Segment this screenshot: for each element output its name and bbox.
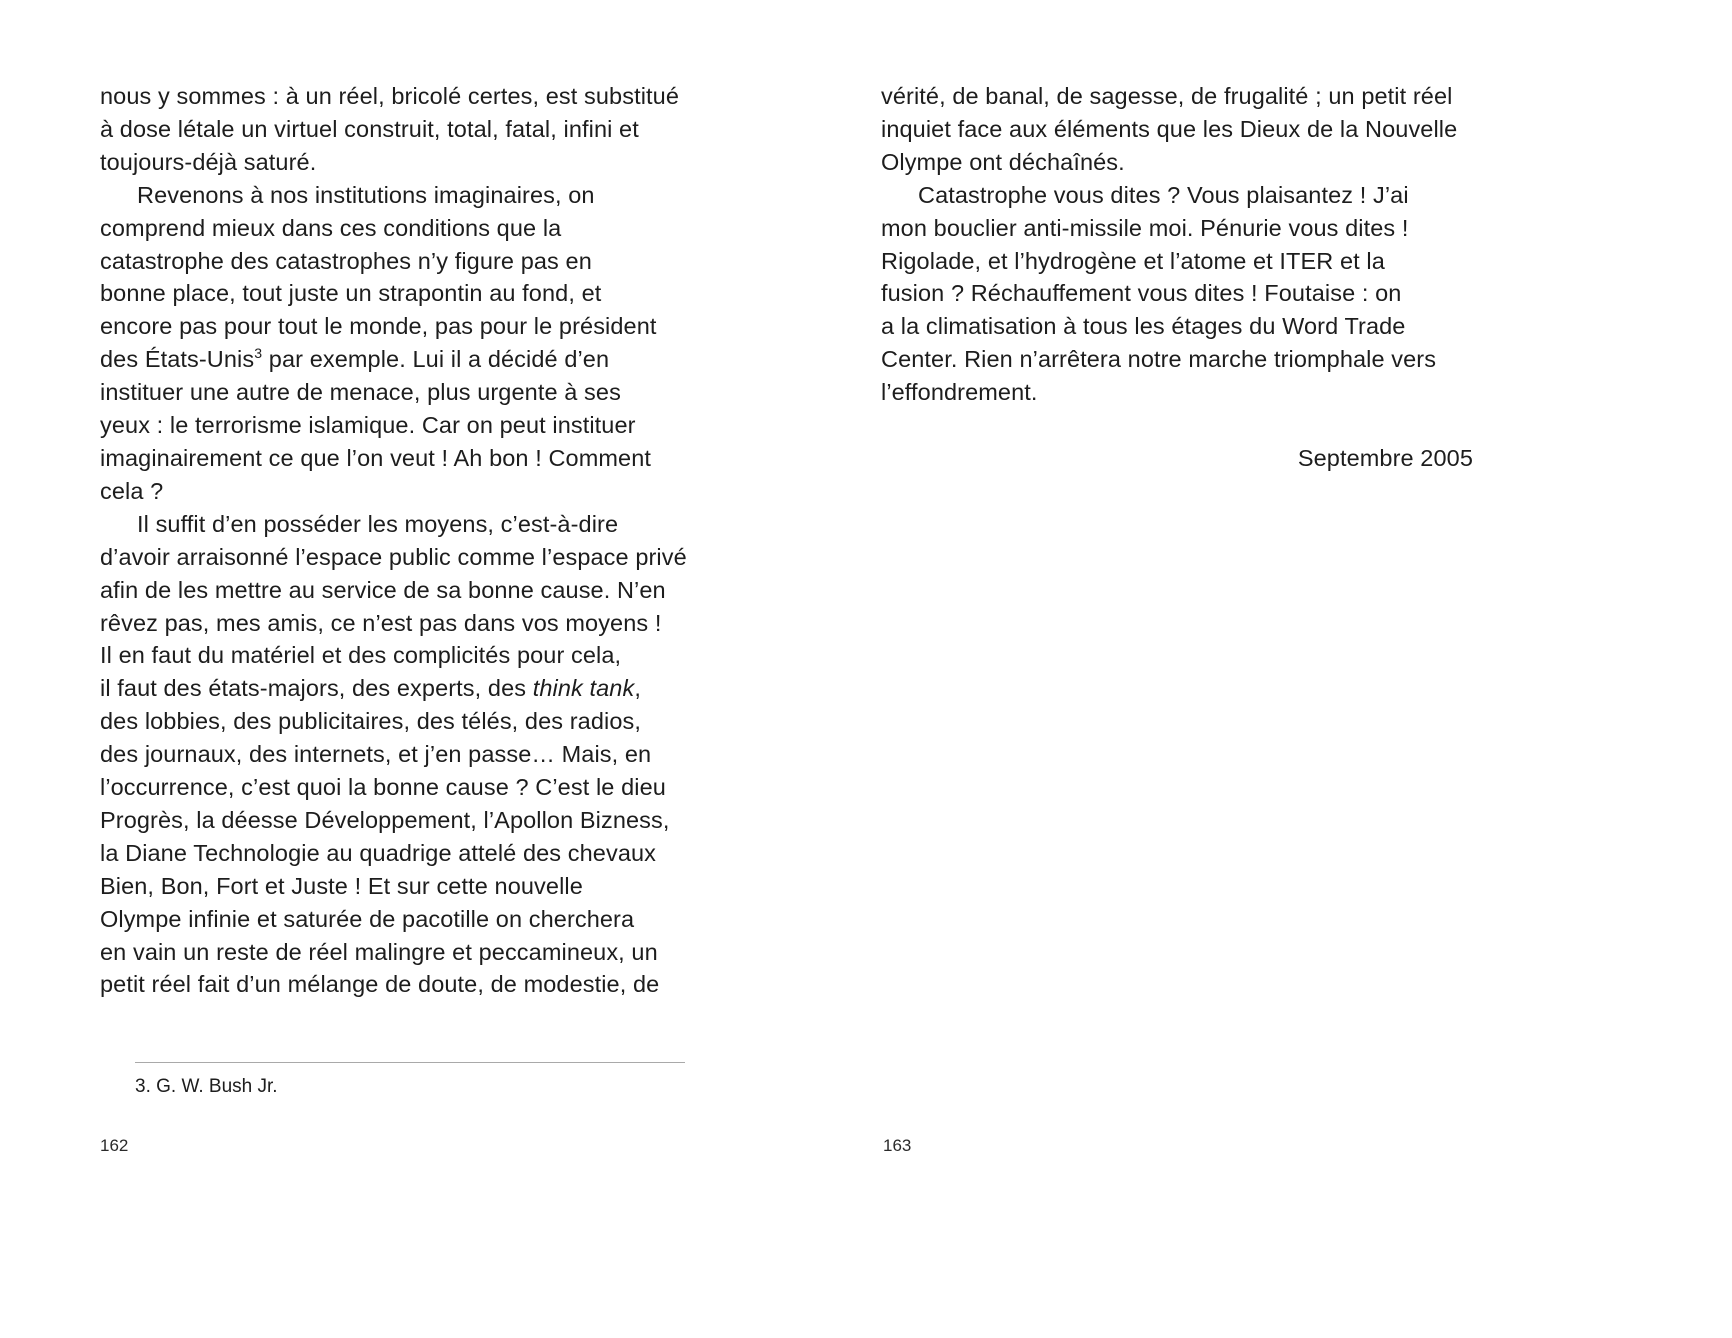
page-number-right: 163 xyxy=(883,1136,912,1155)
text-line xyxy=(100,508,692,541)
text-line xyxy=(100,607,692,640)
text-segment: inquiet face aux éléments que les Dieux de la Nouvelle xyxy=(881,115,1458,142)
text-segment: des journaux, des internets, et j’en passe… Mais, en xyxy=(100,741,652,768)
text-segment: Bien, Bon, Fort et Juste ! Et sur cette nouvelle xyxy=(100,872,583,899)
text-segment: nous y sommes : à un réel, bricolé certes, est substitué xyxy=(100,83,679,109)
text-segment: rêvez pas, mes amis, ce n’est pas dans vos moyens ! xyxy=(100,609,662,636)
text-segment: d’avoir arraisonné l’espace public comme l’espace privé xyxy=(100,543,687,570)
text-line xyxy=(100,277,692,310)
text-segment: Olympe ont déchaînés. xyxy=(881,148,1125,175)
text-line xyxy=(100,442,692,475)
text-line xyxy=(881,80,1473,113)
text-segment: Olympe infinie et saturée de pacotille on cherchera xyxy=(100,905,635,932)
left-page xyxy=(100,80,692,1001)
text-line xyxy=(100,146,692,179)
text-segment: la Diane Technologie au quadrige attelé des chevaux xyxy=(100,839,657,866)
text-segment: à dose létale un virtuel construit, total, fatal, infini et xyxy=(100,115,639,142)
footnote-text: 3. G. W. Bush Jr. xyxy=(135,1076,278,1097)
text-line xyxy=(100,870,692,903)
text-segment: Il en faut du matériel et des complicités pour cela, xyxy=(100,642,622,669)
text-line xyxy=(100,179,692,212)
text-segment: bonne place, tout juste un strapontin au fond, et xyxy=(100,280,602,307)
text-line xyxy=(881,409,1473,442)
text-line xyxy=(100,936,692,969)
text-segment: , xyxy=(634,675,641,702)
text-segment: mon bouclier anti-missile moi. Pénurie vous dites ! xyxy=(881,214,1409,241)
text-segment: par exemple. Lui il a décidé d’en xyxy=(262,346,610,373)
text-line xyxy=(881,277,1473,310)
text-segment: fusion ? Réchauffement vous dites ! Foutaise : on xyxy=(881,280,1402,307)
text-segment: Revenons à nos institutions imaginaires, on xyxy=(137,181,595,208)
text-line xyxy=(881,343,1473,376)
text-line xyxy=(100,639,692,672)
text-segment: Il suffit d’en posséder les moyens, c’est-à-dire xyxy=(137,510,619,537)
text-line xyxy=(100,475,692,508)
text-line xyxy=(881,179,1473,212)
text-line xyxy=(100,409,692,442)
text-line xyxy=(881,212,1473,245)
text-segment: Rigolade, et l’hydrogène et l’atome et ITER et la xyxy=(881,247,1385,274)
text-segment: afin de les mettre au service de sa bonne cause. N’en xyxy=(100,576,666,603)
text-line xyxy=(881,310,1473,343)
text-line xyxy=(100,672,692,705)
text-line xyxy=(881,113,1473,146)
text-segment: yeux : le terrorisme islamique. Car on peut instituer xyxy=(100,412,636,439)
text-segment: toujours-déjà saturé. xyxy=(100,148,317,175)
text-line xyxy=(881,442,1473,475)
text-segment: l’occurrence, c’est quoi la bonne cause ? C’est le dieu xyxy=(100,774,666,801)
text-segment: petit réel fait d’un mélange de doute, de modestie, de xyxy=(100,971,660,998)
italic-text: think tank xyxy=(532,675,635,702)
text-line xyxy=(881,376,1473,409)
text-line xyxy=(100,113,692,146)
text-line xyxy=(100,80,692,113)
footnote-rule xyxy=(135,1062,685,1063)
text-segment: Center. Rien n’arrêtera notre marche triomphale vers xyxy=(881,346,1437,373)
text-segment: Septembre 2005 xyxy=(1297,444,1473,471)
text-line xyxy=(881,245,1473,278)
text-segment: a la climatisation à tous les étages du Word Trade xyxy=(881,313,1406,340)
text-line xyxy=(100,738,692,771)
text-segment: comprend mieux dans ces conditions que la xyxy=(100,214,562,241)
text-line xyxy=(100,541,692,574)
text-segment: cela ? xyxy=(100,477,164,504)
page-number-left: 162 xyxy=(100,1136,129,1155)
page-text-left xyxy=(100,80,692,1001)
text-segment: vérité, de banal, de sagesse, de frugalité ; un petit réel xyxy=(881,83,1453,109)
text-segment: l’effondrement. xyxy=(881,379,1038,406)
text-segment: il faut des états-majors, des experts, des xyxy=(100,675,533,702)
text-line xyxy=(100,837,692,870)
text-line xyxy=(100,903,692,936)
text-line xyxy=(100,705,692,738)
text-line xyxy=(100,376,692,409)
text-segment: des États-Unis xyxy=(100,346,255,373)
text-segment: catastrophe des catastrophes n’y figure pas en xyxy=(100,247,592,274)
right-page xyxy=(881,80,1473,475)
text-segment: instituer une autre de menace, plus urgente à ses xyxy=(100,379,621,406)
text-line xyxy=(100,574,692,607)
text-line xyxy=(100,804,692,837)
text-line xyxy=(100,968,692,1001)
text-line xyxy=(100,771,692,804)
page-text-right xyxy=(881,80,1473,475)
text-segment: Catastrophe vous dites ? Vous plaisantez ! J’ai xyxy=(918,181,1409,208)
text-segment: en vain un reste de réel malingre et peccamineux, un xyxy=(100,938,658,965)
text-segment: Progrès, la déesse Développement, l’Apollon Bizness, xyxy=(100,806,670,833)
footnote xyxy=(135,1062,685,1099)
text-line xyxy=(100,212,692,245)
text-line xyxy=(100,343,692,376)
text-line xyxy=(100,245,692,278)
text-segment: encore pas pour tout le monde, pas pour le président xyxy=(100,313,657,340)
footnote-reference: 3 xyxy=(254,345,263,362)
text-line xyxy=(881,146,1473,179)
text-segment: imaginairement ce que l’on veut ! Ah bon ! Comment xyxy=(100,444,652,471)
text-line xyxy=(100,310,692,343)
text-segment: des lobbies, des publicitaires, des télés, des radios, xyxy=(100,708,641,735)
